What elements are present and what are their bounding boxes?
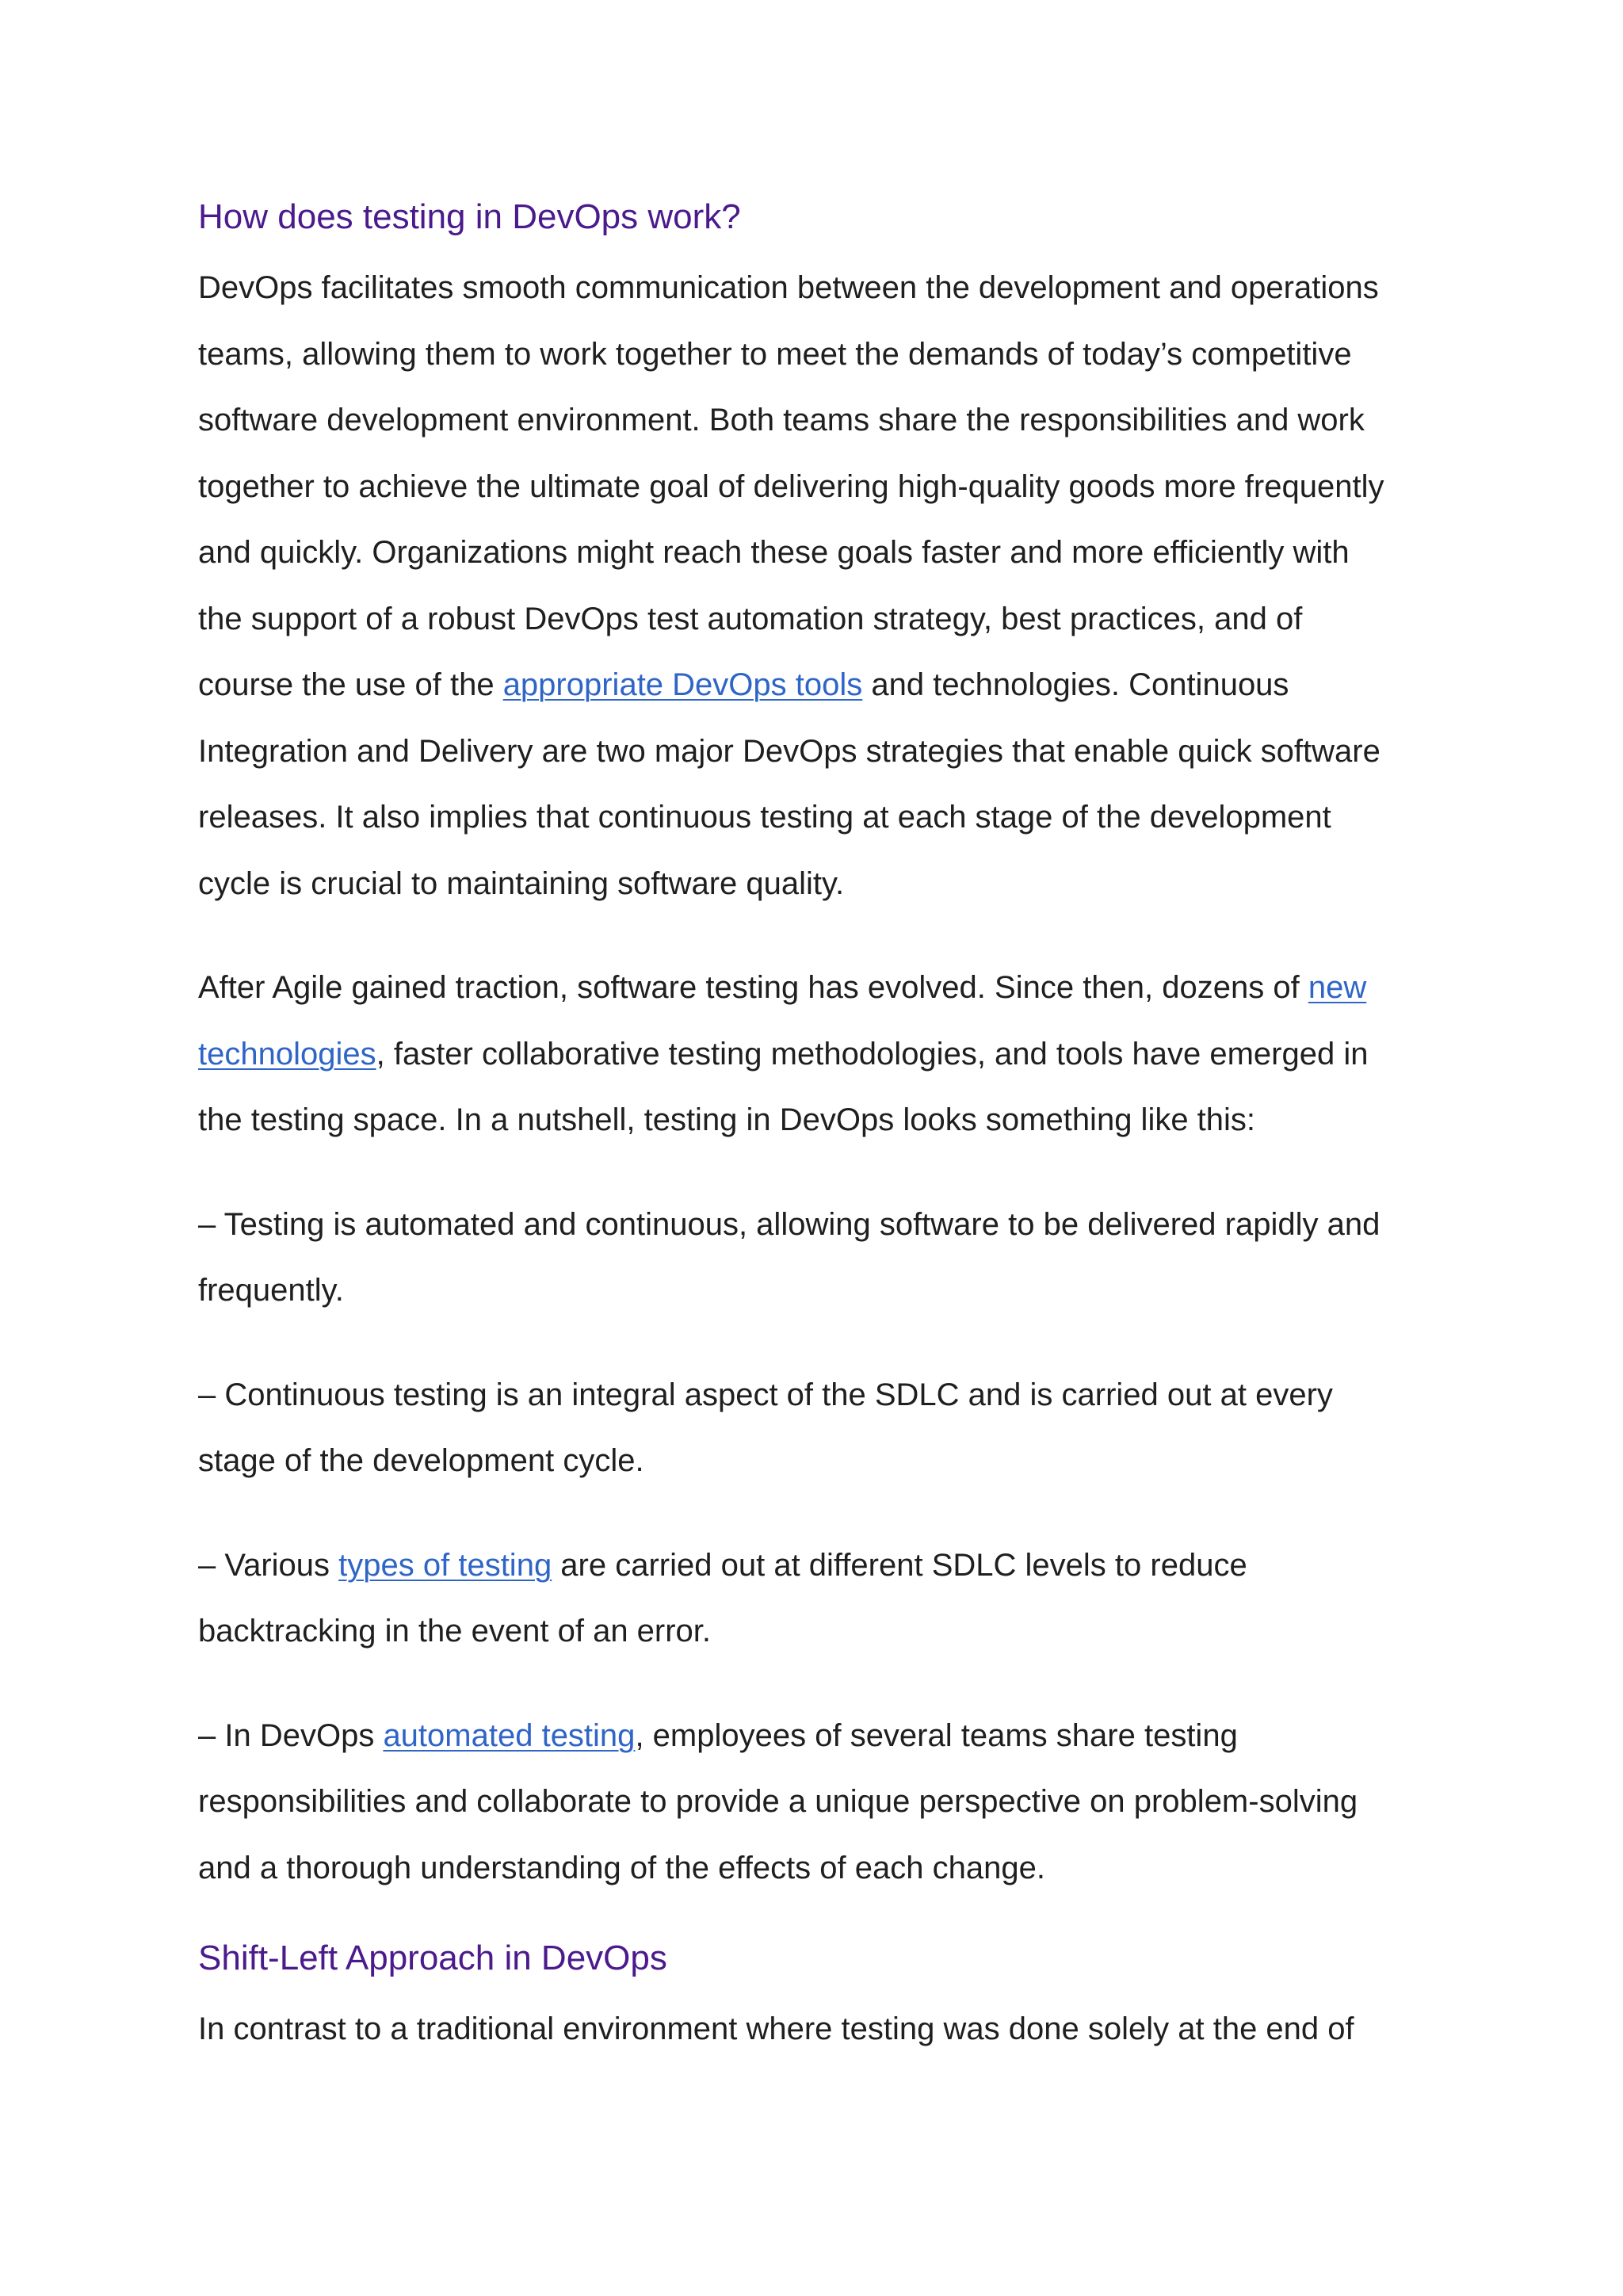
bullet-item-types-of-testing: [198, 1533, 1450, 1665]
text-line: teams, allowing them to work together to meet the demands of today’s competitive: [198, 336, 1352, 372]
text-line: stage of the development cycle.: [198, 1443, 644, 1478]
link-appropriate-devops-tools[interactable]: appropriate DevOps tools: [502, 667, 863, 702]
bullet-item-integral-sdlc: [198, 1362, 1450, 1495]
link-types-of-testing[interactable]: types of testing: [338, 1547, 552, 1583]
text-line: – Continuous testing is an integral aspect of the SDLC and is carried out at every: [198, 1377, 1333, 1412]
paragraph-shift-left-intro: [198, 1996, 1450, 2063]
link-new-technologies[interactable]: new: [1308, 970, 1367, 1005]
text-line: together to achieve the ultimate goal of delivering high-quality goods more frequently: [198, 468, 1384, 504]
text-line: [198, 1022, 1450, 1088]
paragraph-devops-intro: [198, 255, 1450, 917]
text-segment: course the use of the: [198, 667, 503, 702]
text-line: frequently.: [198, 1273, 344, 1308]
text-line: the support of a robust DevOps test automation strategy, best practices, and of: [198, 601, 1303, 636]
text-segment: – In DevOps: [198, 1717, 384, 1753]
text-segment: are carried out at different SDLC levels to reduce: [552, 1547, 1247, 1583]
bullet-item-automated-continuous: [198, 1192, 1450, 1324]
text-line: In contrast to a traditional environment where testing was done solely at the end of: [198, 2011, 1354, 2046]
text-segment: , employees of several teams share testing: [635, 1717, 1238, 1753]
text-segment: After Agile gained traction, software testing has evolved. Since then, dozens of: [198, 970, 1308, 1005]
text-segment: – Various: [198, 1547, 339, 1583]
text-line: backtracking in the event of an error.: [198, 1614, 712, 1648]
text-line: [198, 652, 1450, 719]
text-line: and quickly. Organizations might reach these goals faster and more efficiently with: [198, 535, 1350, 570]
link-automated-testing[interactable]: automated testing: [383, 1717, 636, 1753]
text-line: [198, 955, 1450, 1022]
text-line: DevOps facilitates smooth communication between the development and operations: [198, 270, 1379, 305]
text-line: and a thorough understanding of the effects of each change.: [198, 1850, 1045, 1885]
paragraph-agile-evolution: [198, 955, 1450, 1154]
text-line: Integration and Delivery are two major DevOps strategies that enable quick software: [198, 733, 1381, 769]
text-line: cycle is crucial to maintaining software quality.: [198, 865, 845, 901]
section-heading-shift-left: Shift-Left Approach in DevOps: [198, 1939, 667, 1977]
link-new-technologies-continued[interactable]: technologies: [198, 1036, 376, 1072]
text-line: – Testing is automated and continuous, allowing software to be delivered rapidly and: [198, 1206, 1381, 1242]
text-line: [198, 1703, 1450, 1770]
bullet-item-automated-testing: [198, 1703, 1450, 1902]
text-line: [198, 1533, 1450, 1599]
text-line: responsibilities and collaborate to provide a unique perspective on problem-solving: [198, 1784, 1358, 1819]
text-line: releases. It also implies that continuous testing at each stage of the development: [198, 800, 1331, 835]
text-segment: , faster collaborative testing methodologies, and tools have emerged in: [376, 1036, 1369, 1072]
section-heading-devops-testing: How does testing in DevOps work?: [198, 197, 741, 236]
text-line: software development environment. Both teams share the responsibilities and work: [198, 403, 1365, 437]
document-page: [198, 190, 1450, 2101]
text-line: the testing space. In a nutshell, testing in DevOps looks something like this:: [198, 1102, 1256, 1137]
text-segment: and technologies. Continuous: [862, 667, 1289, 702]
